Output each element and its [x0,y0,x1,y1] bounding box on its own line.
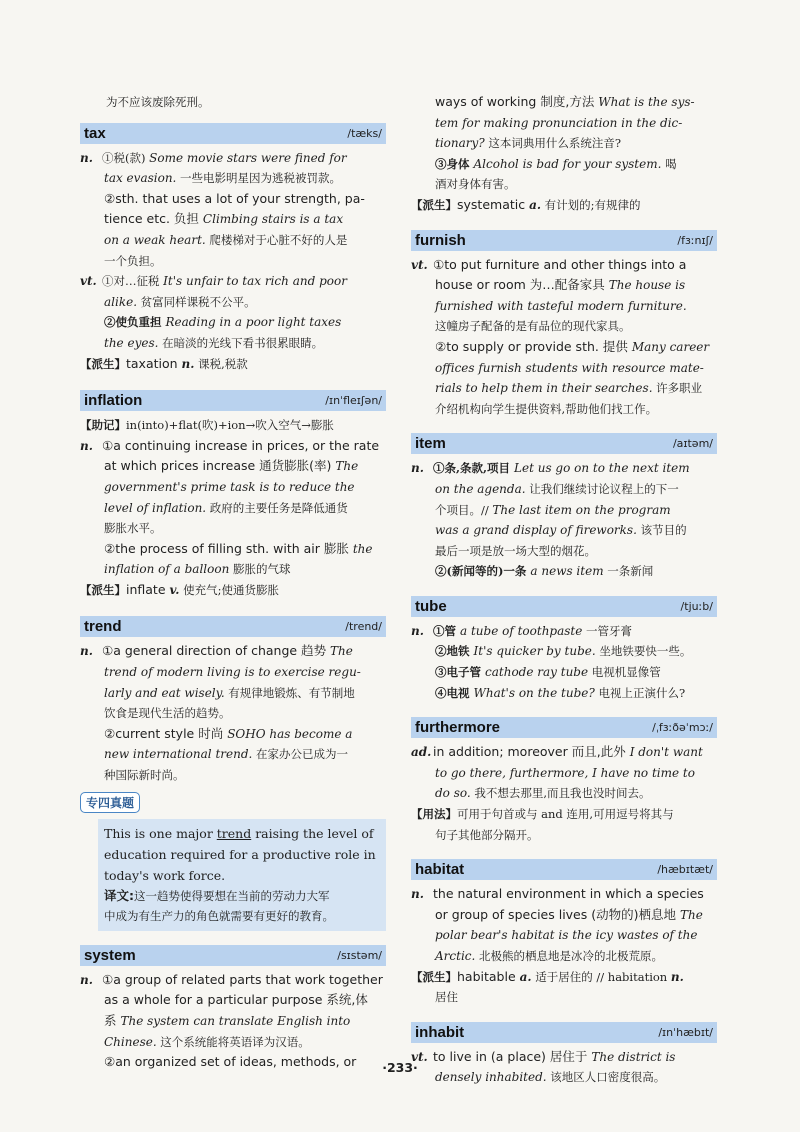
right-column [411,92,717,1088]
sense: to live in (a place) 居住于 [433,1048,592,1064]
example: polar bear's habitat is the icy wastes of the [435,928,698,943]
part-of-speech: ad. [411,745,432,760]
mnemonic: in(into)+flat(吹)+ion→吹入空气→膨胀 [126,418,334,433]
sense: tience etc. 负担 [104,211,203,227]
example: Reading in a poor light taxes [165,315,342,330]
part-of-speech: vt. [411,1049,428,1064]
example: tem for making pronunciation in the dic- [435,115,683,130]
translation: 一个负担。 [104,253,162,268]
example: cathode ray tube [485,665,589,680]
sense: ①to put furniture and other things into a [433,256,687,272]
translation-label: 译文: [104,887,134,903]
sense: ②an organized set of ideas, methods, or [104,1054,357,1070]
example: a news item [530,564,604,579]
entry-header-system [80,945,386,966]
example: new international trend. [104,747,253,762]
example: larly and eat wisely. [104,685,225,700]
sense: ①a group of related parts that work together [102,971,383,987]
sense: ①a continuing increase in prices, or the rate [102,437,380,453]
exam-sentence: today's work force. [104,867,226,883]
translation: 居住 [435,990,458,1005]
phonetic: /trend/ [345,620,382,634]
sense: ②使负重担 [104,315,166,330]
headword: furnish [415,231,466,249]
part-of-speech: n. [80,150,93,165]
translation: 该节目的 [636,523,687,538]
example: inflation of a balloon [104,562,230,577]
entry-body-tax [80,148,386,375]
derivation-tag: 【派生】 [411,197,457,212]
headword: system [84,946,136,964]
example: to go there, furthermore, I have no time to [435,765,695,780]
translation: 中成为有生产力的角色就需要有更好的教育。 [104,909,334,924]
phonetic: /sɪstəm/ [337,948,382,962]
exam-label: 专四真题 [80,792,140,813]
translation: 一些电影明星因为逃税被罚款。 [176,171,342,186]
example: government's prime task is to reduce the [104,479,355,494]
example: level of inflation. [104,500,207,515]
entry-header-furnish [411,230,717,251]
translation: 课税,税款 [194,356,248,371]
entry-body-tube [411,621,717,703]
sense: ②sth. that uses a lot of your strength, pa- [104,190,365,206]
headword: furthermore [415,719,501,737]
sense: ②(新闻等的)一条 [435,564,531,579]
translation: 介绍机构向学生提供资料,帮助他们找工作。 [435,401,658,416]
part-of-speech: n. [411,623,424,638]
translation: 最后一项是放一场大型的烟花。 [435,543,596,558]
derived-word: taxation [126,355,182,371]
headword: inhabit [415,1023,465,1041]
derivation-tag: 【派生】 [80,356,126,371]
sense: ①对…征税 [102,274,164,289]
headword: habitat [415,861,465,879]
translation: 种国际新时尚。 [104,768,185,783]
entry-header-habitat [411,859,717,880]
translation: 这个系统能将英语译为汉语。 [156,1034,310,1049]
translation: 爬楼梯对于心脏不好的人是 [205,232,348,247]
example: Alcohol is bad for your system. [473,156,662,171]
translation: 我不想去那里,而且我也没时间去。 [470,786,651,801]
example: a tube of toothpaste [460,623,583,638]
example: It's unfair to tax rich and poor [163,274,347,289]
phonetic: /aɪtəm/ [672,437,713,451]
example: densely inhabited. [435,1070,547,1085]
example: The [330,644,353,659]
sense: ②地铁 [435,644,474,659]
example: The house is [608,278,686,293]
entry-body-furthermore [411,742,717,845]
translation: 在暗淡的光线下看书很累眼睛。 [158,335,324,350]
translation: 酒对身体有害。 [435,177,516,192]
sense: ③电子管 [435,665,486,680]
underlined-word: trend [216,825,252,841]
translation: 膨胀的气球 [229,562,291,577]
sense: the natural environment in which a species [433,886,704,902]
part-of-speech: n. [181,356,195,371]
example: The last item on the program [492,502,671,517]
example: do so. [435,786,471,801]
sense: ②to supply or provide sth. 提供 [435,338,632,354]
sense: 系 [104,1013,121,1028]
translation: 这一趋势使得要想在当前的劳动力大军 [134,888,330,903]
usage-tag: 【用法】 [411,807,457,822]
entry-body-trend [80,641,386,785]
sense: as a whole for a particular purpose 系统,体 [104,992,368,1008]
usage-note: 句子其他部分隔开。 [435,827,539,842]
sense: ①管 [433,623,461,638]
example: Arctic. [435,949,476,963]
part-of-speech: n. [670,969,684,984]
sense: ③身体 [435,156,474,171]
sense: in addition; moreover 而且,此外 [433,744,630,760]
derived-word: inflate [126,581,170,597]
part-of-speech: a. [519,969,532,984]
entry-header-trend [80,616,386,637]
entry-header-furthermore [411,717,717,738]
part-of-speech: n. [80,972,93,987]
example: Chinese. [104,1034,157,1049]
usage-note: 可用于句首或与 and 连用,可用逗号将其与 [457,807,674,822]
example: on the agenda. [435,481,526,496]
translation: 一管牙膏 [582,623,633,638]
entry-header-tax [80,123,386,144]
translation: 有计划的;有规律的 [541,197,641,212]
headword: tube [415,597,447,615]
example: tionary? [435,136,485,151]
translation: 政府的主要任务是降低通货 [206,500,348,515]
translation: 电视机显像管 [588,665,661,680]
example: rials to help them in their searches. [435,381,653,396]
phonetic: /fɜːnɪʃ/ [677,233,713,247]
example: trend of modern living is to exercise regu- [104,665,361,680]
example: It's quicker by tube. [473,644,596,659]
example: offices furnish students with resource mate- [435,360,704,375]
derived-word: habitable [457,968,520,984]
entry-header-inflation [80,390,386,411]
part-of-speech: n. [411,461,424,476]
translation: 有规律地锻炼、有节制地 [224,685,355,700]
translation: 该地区人口密度很高。 [546,1070,666,1085]
part-of-speech: vt. [80,274,97,289]
part-of-speech: n. [80,644,93,659]
entry-body-furnish [411,255,717,420]
headword: tax [84,124,106,142]
translation: 这幢房子配备的是有品位的现代家具。 [435,319,631,334]
example: furnished with tasteful modern furniture. [435,298,687,313]
translation: 电视上正演什么? [594,685,686,700]
entry-body-inflation [80,415,386,600]
example: SOHO has become a [227,726,353,741]
part-of-speech: n. [80,438,93,453]
headword: item [415,435,446,453]
translation: 膨胀水平。 [104,521,162,536]
example: The district is [591,1049,676,1064]
translation: 许多职业 [652,381,703,396]
translation: 喝 [661,156,677,171]
headword: trend [84,618,122,636]
phonetic: /tæks/ [347,126,382,140]
exam-sentence: education required for a productive role in [104,846,376,862]
page-number: ·233· [382,1060,418,1075]
entry-header-item [411,433,717,454]
part-of-speech: v. [169,582,180,597]
example: tax evasion. [104,171,177,186]
sense: ④电视 [435,685,474,700]
example: I don't want [629,745,703,760]
entry-body-system-continued [411,92,717,216]
sense: ①条,条款,项目 [433,461,515,476]
example: The [335,459,359,474]
part-of-speech: a. [529,197,542,212]
translation: 这本词典用什么系统注音? [484,136,622,151]
example: on a weak heart. [104,232,206,247]
exam-sentence: raising the level of [251,825,374,841]
translation: 坐地铁要快一些。 [595,644,692,659]
example: alike. [104,294,138,309]
sense: ways of working 制度,方法 [435,94,599,109]
sense: at which prices increase 通货膨胀(率) [104,458,336,474]
mnemonic-tag: 【助记】 [80,418,126,433]
derivation-tag: 【派生】 [80,582,126,597]
translation: 适于居住的 // habitation [531,969,671,984]
sense: house or room 为…配备家具 [435,277,609,293]
part-of-speech: vt. [411,257,428,272]
example: The system can translate English into [120,1014,351,1028]
entry-body-habitat [411,884,717,1008]
entry-header-inhabit [411,1022,717,1043]
example: Many career [631,339,710,354]
entry-body-item [411,458,717,582]
translation: 在家办公已成为一 [252,747,348,762]
example: Let us go on to the next item [514,461,690,476]
exam-box [98,819,386,931]
continued-text: 为不应该废除死刑。 [106,95,210,109]
sense: ②the process of filling sth. with air 膨胀 [104,540,353,556]
translation: 贫富同样课税不公平。 [137,294,256,309]
entry-header-tube [411,596,717,617]
phonetic: /ɪnˈfleɪʃən/ [325,394,382,408]
entry-body-system [80,970,386,1073]
translation: 个项目。// [435,502,493,517]
example: Climbing stairs is a tax [202,212,344,227]
headword: inflation [84,392,143,410]
example: the eyes. [104,335,159,350]
sense: ①a general direction of change 趋势 [102,643,331,659]
sense: ①税(款) [102,150,150,165]
left-column [80,92,386,1073]
example: The [679,907,703,922]
translation: 北极熊的栖息地是冰冷的北极荒原。 [475,949,663,963]
phonetic: /ˌfɜːðəˈmɔː/ [652,721,713,735]
sense: or group of species lives (动物的)栖息地 [435,906,680,922]
sense: ②current style 时尚 [104,725,228,741]
phonetic: /tjuːb/ [680,599,713,613]
example: was a grand display of fireworks. [435,523,637,538]
derived-word: systematic [457,196,530,212]
example: Some movie stars were fined for [149,150,347,165]
translation: 让我们继续讨论议程上的下一 [525,481,679,496]
example: the [352,541,373,556]
translation: 使充气;使通货膨胀 [179,582,279,597]
phonetic: /ɪnˈhæbɪt/ [658,1025,713,1039]
example: What's on the tube? [473,685,595,700]
derivation-tag: 【派生】 [411,969,457,984]
exam-sentence: This is one major [104,825,217,841]
translation: 一条新闻 [603,564,654,579]
example: What is the sys- [598,95,695,109]
phonetic: /hæbɪtæt/ [657,863,713,877]
part-of-speech: n. [411,887,424,902]
translation: 饮食是现代生活的趋势。 [104,706,231,721]
